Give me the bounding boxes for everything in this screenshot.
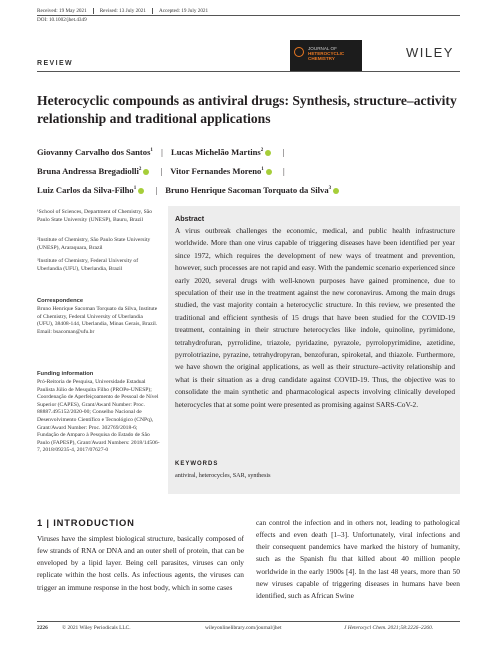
page-number: 2226: [37, 625, 48, 631]
accepted-date: Accepted: 19 July 2021: [158, 8, 209, 14]
journal-logo[interactable]: JOURNAL OF HETEROCYCLIC CHEMISTRY: [290, 40, 362, 72]
correspondence-email[interactable]: Email: bsacoman@ufu.br: [37, 328, 95, 335]
history-dates: [37, 8, 220, 14]
author-list: Giovanny Carvalho dos Santos$^1$ | Lucas Michelão Martins$^2$ | Bruna Andressa Bregadiolli$^2$ | Vitor Fernandes Moreno$^1$ | Luiz Carlos da Silva-Filho$^1$ | Bruno Henrique Sacoman Torquato da Silva$^3$: [37, 142, 467, 199]
intro-right-column: can control the infection and in others not, leading to pathological effects and even death [1–3]. Unfortunately, viral infections and their consequent pandemics have marked the history of humanity, such as the Spanish flu that killed about 40 million people worldwide in the early 1900s [4]. In the last 48 years, more than 50 new viruses capable of triggering diseases in humans have been identified, such as African Swine: [256, 518, 460, 600]
keywords-heading: KEYWORDS: [175, 461, 219, 467]
doi[interactable]: DOI: 10.1002/jhet.4349: [37, 17, 87, 23]
publisher-logo[interactable]: WILEY: [406, 45, 454, 60]
header-rule: [37, 15, 460, 16]
orcid-icon[interactable]: [265, 150, 271, 156]
affiliation-3: ³Institute of Chemistry, Federal University of Uberlandia (UFU), Uberlandia, Brazil: [37, 258, 139, 272]
author-name[interactable]: Luiz Carlos da Silva-Filho: [37, 184, 134, 195]
affiliation-2: ²Institute of Chemistry, São Paulo State University (UNESP), Araraquara, Brazil: [37, 237, 151, 251]
author-name[interactable]: Bruno Henrique Sacoman Torquato da Silva: [165, 184, 329, 195]
keywords-text: antiviral, heterocycles, SAR, synthesis: [175, 472, 271, 479]
author-name[interactable]: Giovanny Carvalho dos Santos: [37, 146, 151, 157]
author-name[interactable]: Bruna Andressa Bregadiolli: [37, 165, 139, 176]
received-date: Received: 19 May 2021: [37, 8, 94, 14]
section-rule: [37, 71, 460, 72]
abstract-text: A virus outbreak challenges the economic, medical, and public health infrastructure worldwide. More than one virus capable of triggering diseases have been identified per year since 1972, which requires the development of new ways of treatment and prevention, however, such processes are not rapid and easy. With the pandemic scenario experienced since early 2020, several drugs with well-known purposes have gained prominence, due to speculation of their use in the treatment against the new coronavirus. Among the main drugs studied, the vast majority contain a heterocyclic structure. In this review, we presented the traditional and efficient synthesis of 15 drugs that have been studied for the COVID-19 treatment, containing in their structure heterocycles like indole, quinoline, pyrimidone, tetrahydrofuran, pyrrolidine, triazole, pyridazine, pyrazole, pyrrolopyrimidine, azetidine, pyrrolotriazine, pyrazine, tetrahydropyran, benzofuran, spiroketal, and thiazole. Furthermore, we have shown the original applications, as well as their structure–activity relationship and what is their situation as a drug candidate against COVID-19. Thus, the objective was to consolidate the main synthetic and pharmacological aspects involving clinically developed heterocycles that at some point were presented as promising against SARS-CoV-2.: [175, 226, 455, 409]
orcid-icon[interactable]: [143, 169, 149, 175]
journal-logo-icon: [294, 47, 304, 57]
correspondence-heading: Correspondence: [37, 298, 84, 304]
journal-url[interactable]: wileyonlinelibrary.com/journal/jhet: [205, 625, 282, 631]
affiliation-1: ¹School of Sciences, Department of Chemistry, São Paulo State University (UNESP), Bauru, Brazil: [37, 209, 153, 223]
orcid-icon[interactable]: [266, 169, 272, 175]
orcid-icon[interactable]: [138, 188, 144, 194]
author-name[interactable]: Vitor Fernandes Moreno: [170, 165, 262, 176]
orcid-icon[interactable]: [333, 188, 339, 194]
section-label: REVIEW: [37, 60, 74, 67]
funding-heading: Funding information: [37, 371, 94, 377]
correspondence-text: Bruno Henrique Sacoman Torquato da Silva, Institute of Chemistry, Federal University of Uberlandia (UFU), 38408-144, Uberlandia, Minas Gerais, Brazil. Email: bsacoman@ufu.br: [37, 306, 160, 336]
author-name[interactable]: Lucas Michelão Martins: [170, 146, 261, 157]
abstract-heading: Abstract: [175, 214, 205, 223]
section-heading: 1 | INTRODUCTION: [37, 517, 135, 528]
funding-text: Pró-Reitoria de Pesquisa, Universidade Estadual Paulista Júlio de Mesquita Filho (PROPe-UNESP); Coordenação de Aperfeiçoamento de Pessoal de Nível Superior (CAPES), Grant/Award Number: Proc. 88887.495152/2020-00; Conselho Nacional de Desenvolvimento Científico e Tecnológico (CNPq), Grant/Award Number: Proc. 302769/2018-6; Fundação de Amparo à Pesquisa do Estado de São Paulo (FAPESP), Grant/Award Numbers: 2018/14506-7, 2018/09235-4, 2017/07627-0: [37, 379, 160, 454]
footer-rule: [37, 621, 460, 622]
article-title: Heterocyclic compounds as antiviral drugs: Synthesis, structure–activity relationship and traditional applications: [37, 93, 457, 126]
copyright: © 2021 Wiley Periodicals LLC.: [62, 625, 131, 631]
revised-date: Revised: 13 July 2021: [100, 8, 153, 14]
citation: J Heterocycl Chem. 2021;58:2226–2260.: [344, 625, 434, 631]
intro-left-column: Viruses have the simplest biological structure, basically composed of few strands of RNA or DNA and an outer shell of protein, that can be enveloped by a lipid layer. Being cell parasites, viruses can only replicate within the host cells. As infectious agents, the viruses can trigger an immune response in the host body, which in some cases: [37, 534, 244, 592]
